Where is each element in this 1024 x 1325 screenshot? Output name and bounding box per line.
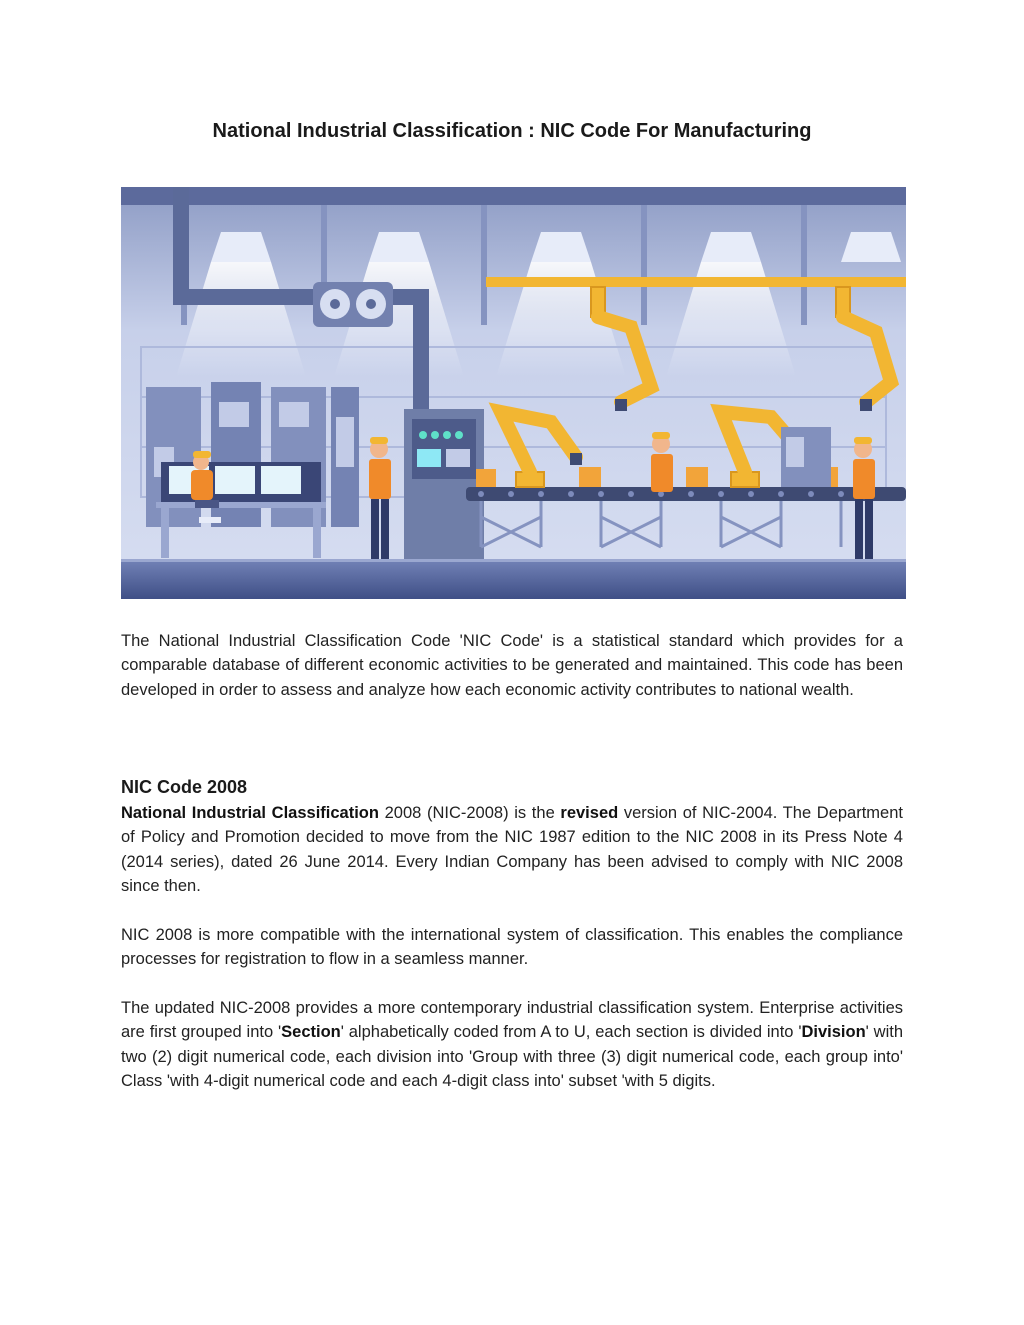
factory-illustration	[121, 187, 906, 599]
factory-assembly-line-icon	[121, 187, 906, 599]
intro-paragraph: The National Industrial Classification Code 'NIC Code' is a statistical standard which provides for a comparable database of different economic activities to be generated and maintained. This code has been developed in order to assess and analyze how each economic activity contributes to national wealth.	[121, 632, 903, 699]
page-title: National Industrial Classification : NIC Code For Manufacturing	[212, 120, 812, 142]
paragraph-text: ' alphabetically coded from A to U, each section is divided into '	[340, 1023, 802, 1042]
bold-term-nic: National Industrial Classification	[121, 804, 379, 822]
paragraph-text: The updated NIC-2008 provides a more contemporary industrial classification system. Enterprise activities are first grouped into '	[121, 999, 903, 1042]
paragraph-text: 2008 (NIC-2008) is the	[378, 804, 561, 822]
nic-2008-paragraph	[121, 801, 903, 899]
paragraph-text: version of NIC-2004. The Department of Policy and Promotion decided to move from the NIC 1987 edition to the NIC 2008 in its Press Note 4 (2014 series), dated 26 June 2014. Every Indian Company has been advised to comply with NIC 2008 since then.	[121, 804, 903, 896]
bold-term-division: Division	[801, 1023, 866, 1042]
bold-term-section: Section	[281, 1023, 341, 1042]
section-heading: NIC Code 2008	[121, 777, 248, 797]
classification-paragraph	[121, 996, 903, 1094]
paragraph-text: ' with two (2) digit numerical code, each division into 'Group with three (3) digit numerical code, each group into' Class 'with 4-digit numerical code and each 4-digit class into' subset 'with 5 digits.	[121, 1023, 904, 1091]
compatibility-paragraph: NIC 2008 is more compatible with the international system of classification. This enables the compliance processes for registration to flow in a seamless manner.	[121, 926, 903, 969]
bold-term-revised: revised	[560, 804, 619, 822]
